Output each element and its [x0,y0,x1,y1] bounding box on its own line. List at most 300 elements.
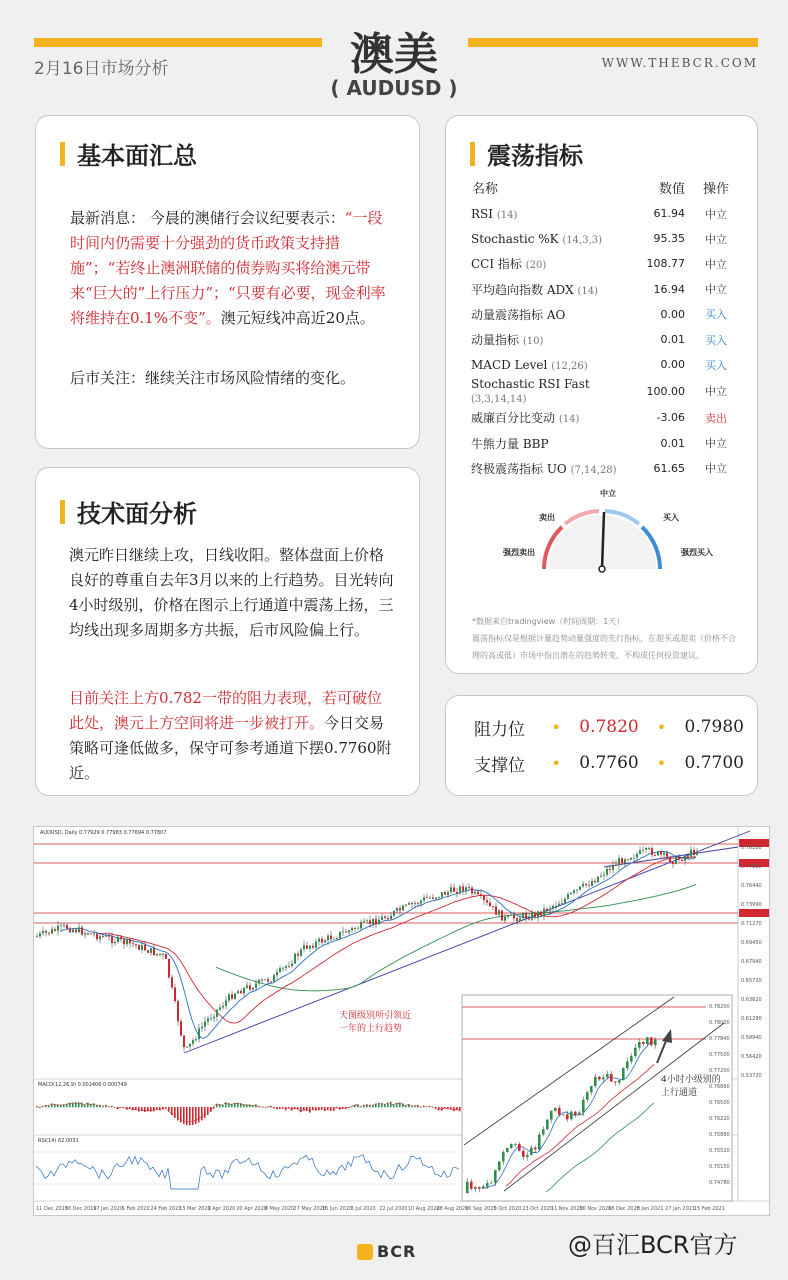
candle-body [402,906,404,911]
candle-body [303,945,305,949]
inset-price-tick: 0.76220 [709,1116,730,1122]
candle-body [60,925,62,926]
candle-body [183,1036,185,1048]
candle-body [450,887,452,892]
annotation-daily-trend: 天图级别所引领近一年的上行趋势 [339,1011,412,1034]
macd-bar [138,1107,140,1111]
candle-body [321,939,323,943]
candle-body [309,946,311,949]
candle-body [609,869,611,870]
candle-body [519,918,521,921]
table-row [471,201,739,226]
brand-name: BCR [377,1242,417,1261]
candle-body [213,1017,215,1018]
candle-body [111,937,113,943]
chart-symbol-label: AUDUSD, Daily 0.77929 0.77983 0.77694 0.77807 [40,830,167,836]
support-label: 支撑位 [474,755,525,776]
candle-body [447,892,449,895]
candle-body [99,936,101,939]
candle-body [558,904,560,906]
macd-bar [453,1107,455,1111]
inset-candle-body [578,1112,581,1114]
candle-body [69,929,71,932]
indicator-name: 平均趋向指数 ADX (14) [471,282,598,297]
news-lead: 最新消息： 今晨的澳储行会议纪要表示： [70,209,345,227]
indicator-value: 16.94 [653,282,685,296]
macd-bar [309,1107,311,1113]
candle-body [147,950,149,953]
candle-body [681,860,683,861]
macd-bar [315,1107,317,1111]
macd-bar [267,1107,269,1108]
macd-bar [183,1107,185,1124]
candle-body [624,859,626,863]
candle-body [567,894,569,899]
time-tick: 16 Sep 2020 [465,1206,497,1212]
candle-body [288,966,290,967]
indicator-name: 动量指标 (10) [471,333,544,348]
candle-body [219,1007,221,1009]
inset-price-tick: 0.78000 [709,1020,730,1026]
table-row [471,456,739,481]
candle-body [534,913,536,918]
candle-body [360,922,362,928]
candle-body [549,909,551,911]
inset-candle-body [562,1114,565,1115]
price-tick: 0.69450 [741,940,762,946]
bullet-icon: • [656,753,667,773]
indicator-action: 卖出 [705,411,727,425]
time-tick: 24 Feb 2020 [150,1206,182,1212]
candle-body [411,903,413,904]
candle-body [384,917,386,918]
candle-body [207,1018,209,1021]
candle-body [420,901,422,904]
candle-body [144,945,146,950]
candle-body [582,884,584,887]
time-tick: 17 Jan 2020 [93,1206,124,1212]
macd-bar [150,1107,152,1112]
candle-body [435,898,437,899]
candle-body [432,897,434,898]
candle-body [528,918,530,919]
candle-body [633,858,635,859]
time-tick: 23 Oct 2020 [522,1206,554,1212]
candle-body [525,914,527,919]
candle-body [516,918,518,921]
bcr-logo-icon [357,1244,373,1260]
title-accent-bar [470,142,475,166]
candle-body [72,930,74,933]
candle-body [240,991,242,993]
inset-price-tick: 0.75880 [709,1132,730,1138]
candle-body [423,897,425,900]
time-tick: 18 Dec 2020 [608,1206,640,1212]
candle-body [483,896,485,900]
candle-body [570,893,572,894]
table-row [471,405,739,430]
candle-body [174,987,176,1001]
inset-candle-body [486,1183,489,1186]
price-tick: 0.58940 [741,1035,762,1041]
indicator-name: MACD Level (12,26) [471,357,588,372]
candle-body [237,991,239,993]
candle-body [300,949,302,956]
candle-body [153,948,155,955]
inset-candle-body [654,1040,657,1045]
candle-body [75,930,77,933]
candle-body [339,932,341,938]
candle-body [201,1027,203,1029]
candle-body [687,856,689,857]
technical-key-note: 目前关注上方0.782一带的阻力表现，若可破位此处，澳元上方空间将进一步被打开。 [69,689,382,732]
website-link[interactable]: WWW.THEBCR.COM [601,56,758,70]
candle-body [192,1040,194,1044]
page-subtitle: ( AUDUSD ) [330,76,458,100]
indicator-action: 买入 [705,333,727,347]
candle-body [180,1021,182,1035]
support-1: 0.7760 [579,753,639,773]
indicator-value: 0.00 [660,358,685,372]
candle-body [243,988,245,994]
candle-body [102,936,104,937]
time-tick: 30 Nov 2020 [579,1206,612,1212]
candle-body [294,954,296,964]
table-header-row [471,173,739,201]
time-tick: 5 Feb 2020 [121,1206,150,1212]
candle-body [78,927,80,932]
candle-body [561,903,563,904]
candle-body [456,892,458,893]
inset-price-tick: 0.76500 [709,1100,730,1106]
macd-bar [207,1107,209,1115]
candle-body [246,985,248,987]
candle-body [480,894,482,896]
candle-body [252,988,254,990]
inset-candle-body [498,1161,501,1170]
technical-strategy: 今日交易策略可逢低做多，保守可参考通道下摆0.7760附近。 [69,714,392,782]
candle-body [168,959,170,977]
macd-bar [300,1107,302,1112]
candle-body [390,916,392,919]
candle-body [495,906,497,914]
macd-bar [330,1107,332,1111]
candle-body [372,919,374,924]
candle-body [564,899,566,903]
inset-candle-body [646,1037,649,1044]
macd-bar [144,1107,146,1112]
candle-body [90,934,92,935]
candle-body [297,954,299,956]
technical-paragraph-1: 澳元昨日继续上攻，日线收阳。整体盘面上价格良好的尊重自去年3月以来的上行趋势。目光转向4小时级别，价格在图示上行通道中震荡上扬，三均线出现多周期多方共振，后市风险偏上行。 [69,546,394,639]
candle-body [657,851,659,855]
candle-body [672,862,674,864]
candle-body [492,906,494,907]
inset-candle-body [510,1144,513,1148]
indicator-value: 0.01 [660,436,685,450]
time-tick: 20 Apr 2020 [236,1206,268,1212]
inset-price-tick: 0.75520 [709,1148,730,1154]
time-tick: 28 Aug 2020 [436,1206,469,1212]
indicator-name: RSI (14) [471,206,518,221]
candle-body [210,1018,212,1019]
inset-candle-body [642,1042,645,1044]
candle-body [345,932,347,933]
indicator-action: 中立 [705,462,727,476]
candle-body [165,954,167,959]
candle-body [282,968,284,969]
footer-brand [357,1242,416,1261]
macd-bar [180,1107,182,1122]
candle-body [555,906,557,907]
inset-candle-body [634,1048,637,1056]
candle-body [195,1039,197,1040]
indicator-value: 95.35 [653,232,685,246]
time-tick: 15 Jun 2020 [322,1206,353,1212]
gauge-label-sell: 卖出 [539,513,555,522]
candle-body [120,937,122,939]
page-title: 澳美 [350,29,438,80]
candle-body [501,910,503,920]
candle-body [675,857,677,864]
candle-body [606,869,608,875]
table-row [471,251,739,276]
inset-candle-body [638,1042,641,1048]
candle-body [36,936,38,937]
col-value-header: 数值 [658,181,685,197]
candle-body [630,858,632,860]
candle-body [117,937,119,942]
candle-body [351,928,353,930]
inset-candle-body [586,1092,589,1099]
annotation-4h-channel: 4小时小级别的上行通道 [661,1075,721,1098]
inset-candle-body [538,1135,541,1150]
candle-body [393,911,395,916]
price-chart-panel [33,826,770,1216]
candle-body [156,954,158,955]
candle-body [510,915,512,916]
candle-body [54,929,56,931]
date-label: 2月16日市场分析 [34,59,169,79]
candle-body [387,918,389,919]
time-tick: 11 Dec 2019 [36,1206,68,1212]
indicator-name: 牛熊力量 BBP [471,436,549,451]
inset-candle-body [554,1108,557,1111]
candle-body [129,939,131,943]
inset-candle-body [566,1114,569,1119]
oscillators-title [470,136,583,171]
gauge-label-strong-buy: 强烈买入 [681,548,713,557]
indicator-name: Stochastic RSI Fast (3,3,14,14) [471,377,590,406]
candle-body [84,933,86,934]
macd-bar [408,1104,410,1107]
col-name-header: 名称 [472,181,499,197]
indicator-action: 中立 [705,232,727,246]
indicator-action: 买入 [705,358,727,372]
price-tick: 0.67940 [741,959,762,965]
candle-body [132,943,134,944]
gauge-label-buy: 买入 [663,513,679,522]
macd-bar [93,1103,95,1107]
indicator-action: 中立 [705,385,727,399]
gauge-label-strong-sell: 强烈卖出 [503,548,535,557]
time-tick: 30 Dec 2019 [64,1206,97,1212]
price-tick: 0.63620 [741,997,762,1003]
candle-body [228,994,230,1000]
candle-body [684,856,686,861]
candle-body [627,859,629,860]
macd-bar [126,1107,128,1110]
candle-body [198,1028,200,1039]
indicator-value: 100.00 [646,384,685,398]
candle-body [189,1044,191,1047]
indicator-name: 动量震荡指标 AO [471,307,566,322]
col-action-header: 操作 [702,181,729,197]
candle-body [603,875,605,876]
macd-bar [198,1107,200,1122]
time-tick: 13 Mar 2020 [179,1206,211,1212]
candle-body [612,865,614,870]
candle-body [468,887,470,888]
candle-body [333,939,335,940]
candle-body [429,897,431,898]
inset-candle-body [514,1144,517,1145]
macd-bar [204,1107,206,1118]
resistance-row [474,709,744,745]
time-tick: 10 Aug 2020 [407,1206,440,1212]
time-axis [36,1206,725,1212]
candle-body [114,942,116,943]
candle-body [216,1010,218,1017]
candle-body [255,983,257,987]
candle-body [693,850,695,855]
candle-body [291,964,293,967]
inset-price-tick: 0.77840 [709,1036,730,1042]
inset-candle-body [630,1056,633,1061]
candle-body [285,966,287,968]
indicator-value: 61.94 [653,207,685,221]
inset-candle-body [470,1182,473,1189]
indicator-name: Stochastic %K (14,3,3) [471,231,603,246]
indicator-value: -3.06 [656,411,685,425]
price-tick: 0.53720 [741,1073,762,1079]
inset-price-tick: 0.75150 [709,1164,730,1170]
news-tail: 澳元短线冲高近20点。 [220,309,375,327]
inset-candle-body [594,1077,597,1086]
candle-body [438,897,440,898]
inset-candle-body [522,1151,525,1157]
candle-body [459,886,461,893]
candle-body [498,910,500,914]
candle-body [585,884,587,885]
candle-body [138,945,140,950]
oscillators-card [445,115,758,674]
indicator-value: 0.00 [660,307,685,321]
time-tick: 8 May 2020 [264,1206,295,1212]
technical-title-text: 技术面分析 [77,500,197,528]
technical-card [35,467,420,796]
fundamentals-paragraph-1 [70,206,386,331]
candle-body [267,979,269,981]
candle-body [87,933,89,934]
candle-body [96,934,98,939]
inset-candle-body [582,1100,585,1113]
table-row [471,302,739,327]
candle-body [579,886,581,889]
inset-candle-body [502,1152,505,1161]
title-accent-bar [60,500,65,524]
candle-body [654,855,656,856]
time-tick: 11 Nov 2020 [550,1206,583,1212]
candle-body [324,940,326,942]
candle-body [504,917,506,921]
inset-candle-body [590,1086,593,1092]
bullet-icon: • [551,753,561,773]
inset-price-tick: 0.77500 [709,1052,730,1058]
levels-card [445,695,758,796]
candle-body [552,906,554,909]
inset-candle-body [530,1148,533,1155]
inset-candle-body [534,1148,537,1150]
candle-body [150,948,152,953]
candle-body [57,926,59,931]
candle-body [486,900,488,902]
candle-body [108,936,110,937]
gauge-pivot [599,566,605,572]
indicator-name: CCI 指标 (20) [471,257,547,272]
time-tick: 1 Apr 2020 [207,1206,236,1212]
time-tick: 15 Feb 2021 [693,1206,725,1212]
candle-body [462,886,464,891]
inset-candle-body [614,1082,617,1083]
inset-candle-body [518,1144,521,1151]
macd-bar [87,1103,89,1108]
candle-body [651,848,653,855]
candle-body [279,968,281,972]
indicator-name: 终极震荡指标 UO (7,14,28) [471,461,617,476]
candle-body [381,917,383,920]
candle-body [222,1006,224,1007]
candle-body [666,853,668,857]
table-row [471,352,739,377]
candle-body [45,931,47,933]
candle-body [444,892,446,895]
rsi-label: RSI(14) 62.0031 [38,1138,79,1144]
indicator-action: 中立 [705,257,727,271]
candle-body [327,936,329,941]
inset-candle-body [542,1129,545,1134]
time-tick: 5 Oct 2020 [493,1206,522,1212]
candle-body [396,908,398,911]
candle-body [270,982,272,983]
candle-body [639,850,641,854]
candle-body [348,930,350,932]
table-row [471,431,739,456]
candle-body [318,939,320,942]
candle-body [414,903,416,904]
candle-body [135,944,137,945]
bullet-icon: • [656,717,667,737]
candle-body [273,975,275,982]
candle-body [231,994,233,999]
inset-price-tick: 0.74780 [709,1180,730,1186]
time-tick: 22 Jul 2020 [379,1206,408,1212]
table-row [471,327,739,352]
inset-candle-body [506,1148,509,1152]
candle-body [48,933,50,934]
candle-body [258,980,260,984]
candle-body [513,915,515,918]
